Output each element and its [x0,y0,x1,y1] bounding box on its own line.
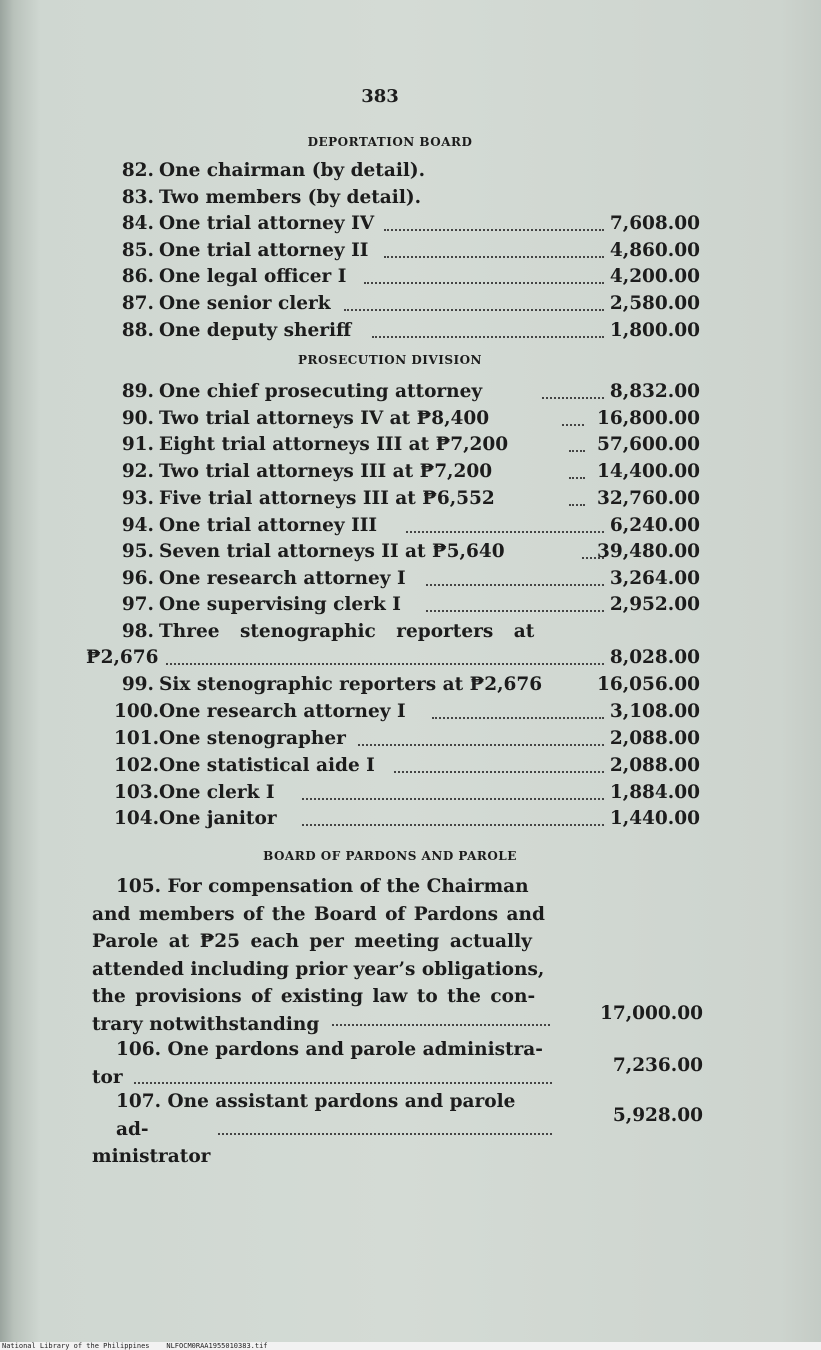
section-heading-prosecution-division: PROSECUTION DIVISION [297,353,483,367]
line-item: 84. One trial attorney IV 7,608.00 [121,213,700,234]
line-item: 103.One clerk I 1,884.00 [114,782,700,803]
line-item: 93. Five trial attorneys III at ₱6,552 32,760.00 [121,488,700,509]
line-item: 90. Two trial attorneys IV at ₱8,400 16,800.00 [121,408,700,429]
line-item: 83. Two members (by detail). [121,187,422,208]
line-item: 96. One research attorney I 3,264.00 [121,568,700,589]
footer-library: National Library of the Philippines [2,1342,150,1350]
line-item: 104.One janitor 1,440.00 [114,808,700,829]
line-item-continuation: ₱2,676 8,028.00 [86,647,700,668]
page-number: 383 [361,86,399,107]
line-item: 100.One research attorney I 3,108.00 [114,701,700,722]
amount: 7,236.00 [612,1055,703,1076]
line-item: 98. Three stenographic reporters at [121,621,535,642]
footer-filename: NLFOCM0RAA1955010383.tif [166,1342,268,1350]
line-item: 95. Seven trial attorneys II at ₱5,640 39,480.00 [121,541,700,562]
line-item: 94. One trial attorney III 6,240.00 [121,515,700,536]
section-heading-board-of-pardons: BOARD OF PARDONS AND PAROLE [263,849,517,863]
line-item: 99. Six stenographic reporters at ₱2,676 16,056.00 [121,674,700,695]
paragraph-item-106: 106. One pardons and parole administra- tor [92,1039,543,1088]
amount: 17,000.00 [600,1003,703,1024]
line-item: 97. One supervising clerk I 2,952.00 [121,594,700,615]
line-item: 91. Eight trial attorneys III at ₱7,200 57,600.00 [121,434,700,455]
line-item: 85. One trial attorney II 4,860.00 [121,240,700,261]
line-item: 101.One stenographer 2,088.00 [114,728,700,749]
paragraph-item-107: 107. One assistant pardons and parole ad- ministrator [92,1091,516,1168]
line-item: 88. One deputy sheriff 1,800.00 [121,320,700,341]
scan-footer [0,1342,821,1350]
line-item: 89. One chief prosecuting attorney 8,832.00 [121,381,700,402]
section-heading-deportation-board: DEPORTATION BOARD [307,135,473,149]
paragraph-item-105: 105. For compensation of the Chairman and members of the Board of Pardons and Parole at ₱25 each per meeting actually attended including prior year’s obligations, the provisions of existing law to the con- trary notwithstanding [92,876,545,1035]
line-item: 86. One legal officer I 4,200.00 [121,266,700,287]
line-item: 102.One statistical aide I 2,088.00 [114,755,700,776]
line-item: 82. One chairman (by detail). [121,160,426,181]
line-item: 92. Two trial attorneys III at ₱7,200 14,400.00 [121,461,700,482]
amount: 5,928.00 [612,1105,703,1126]
line-item: 87. One senior clerk 2,580.00 [121,293,700,314]
